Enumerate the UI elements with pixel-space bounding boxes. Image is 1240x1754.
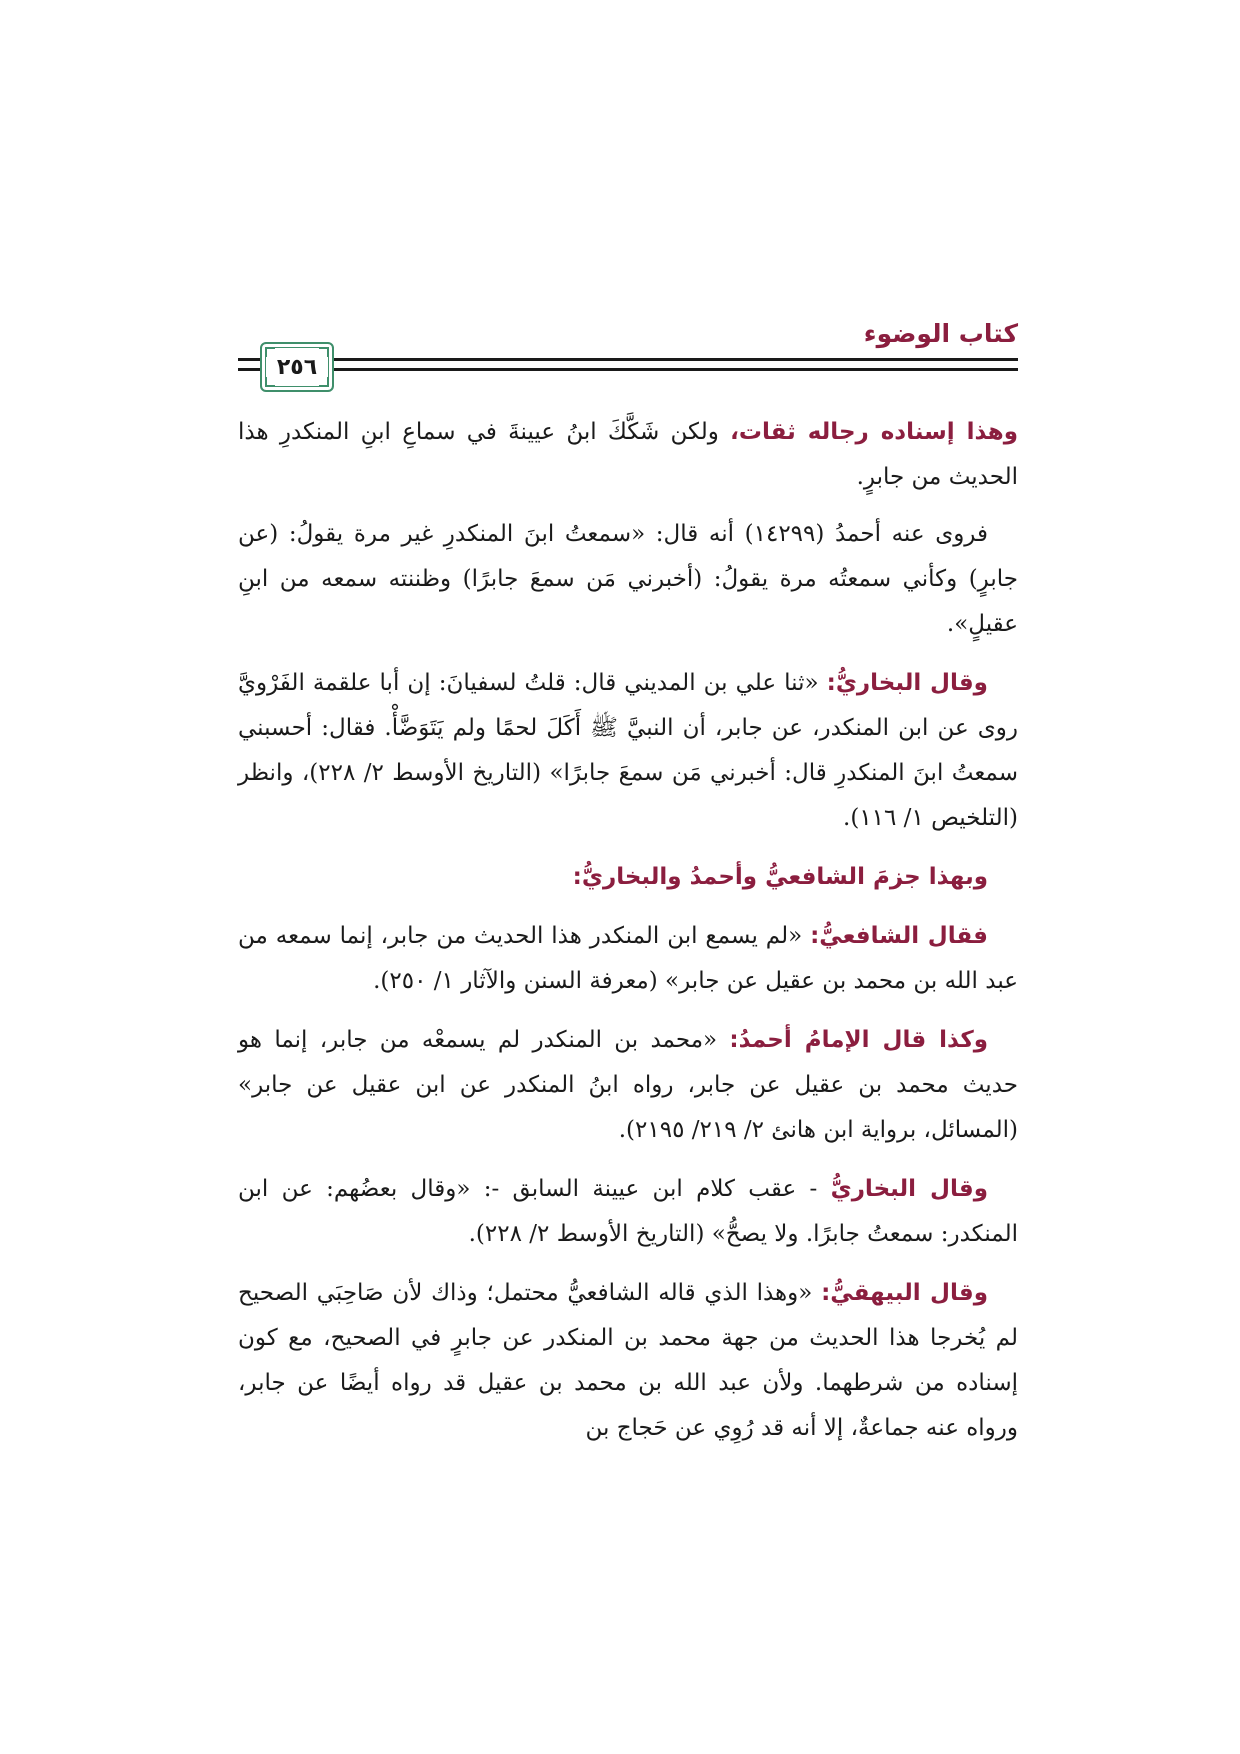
page-header [238, 316, 1018, 396]
paragraph-lead: فقال الشافعيُّ: [810, 923, 988, 949]
paragraph-text: «ثنا علي بن المديني قال: قلتُ لسفيانَ: إن أبا علقمة الفَرْويَّ روى عن ابن المنكدر، عن جابر، أن النبيَّ ﷺ أَكَلَ لحمًا ولم يَتَوَضَّأْ. فقال: أحسبني سمعتُ ابنَ المنكدرِ قال: أخبرني مَن سمعَ جابرًا» (التاريخ الأوسط ٢/ ٢٢٨)، وانظر (التلخيص ١/ ١١٦). [238, 670, 1018, 831]
paragraph [238, 1167, 1018, 1257]
paragraph-lead: وكذا قال الإمامُ أحمدُ: [729, 1027, 989, 1053]
header-rule-bottom [238, 368, 1018, 371]
page-body [238, 410, 1018, 1465]
paragraph-lead: وهذا إسناده رجاله ثقات، [730, 419, 1019, 445]
book-title: كتاب الوضوء [863, 319, 1018, 348]
paragraph-text: - عقب كلام ابن عيينة السابق -: «وقال بعضُهم: عن ابن المنكدر: سمعتُ جابرًا. ولا يصحُّ» (التاريخ الأوسط ٢/ ٢٢٨). [238, 1176, 1018, 1247]
paragraph [238, 410, 1018, 500]
header-rule-top [238, 358, 1018, 361]
ornament-corner [265, 347, 275, 357]
ornament-corner [319, 377, 329, 387]
page-number-badge [260, 342, 334, 392]
section-heading: وبهذا جزمَ الشافعيُّ وأحمدُ والبخاريُّ: [572, 864, 988, 890]
paragraph-text: «وهذا الذي قاله الشافعيُّ محتمل؛ وذاك لأن صَاحِبَي الصحيح لم يُخرجا هذا الحديث من جهة محمد بن المنكدر عن جابرٍ في الصحيح، مع كون إسناده من شرطهما. ولأن عبد الله بن محمد بن عقيل قد رواه أيضًا عن جابر، ورواه عنه جماعةٌ، إلا أنه قد رُوِي عن حَجاج بن [238, 1280, 1018, 1441]
page-number: ٢٥٦ [276, 354, 318, 380]
paragraph [238, 914, 1018, 1004]
paragraph-text: «لم يسمع ابن المنكدر هذا الحديث من جابر، إنما سمعه من عبد الله بن محمد بن عقيل عن جابر» (معرفة السنن والآثار ١/ ٢٥٠). [238, 923, 1018, 994]
paragraph-lead: وقال البخاريُّ [830, 1176, 988, 1202]
paragraph-lead: وقال البيهقيُّ: [821, 1280, 988, 1306]
paragraph [238, 855, 1018, 900]
ornament-corner [319, 347, 329, 357]
paragraph [238, 512, 1018, 647]
paragraph-text: «محمد بن المنكدر لم يسمعْه من جابر، إنما هو حديث محمد بن عقيل عن جابر، رواه ابنُ المنكدر عن ابن عقيل عن جابر» (المسائل، برواية ابن هانئ ٢/ ٢١٩/ ٢١٩٥). [238, 1027, 1018, 1143]
paragraph-text: ولكن شَكَّكَ ابنُ عيينةَ في سماعِ ابنِ المنكدرِ هذا الحديث من جابرٍ. [238, 419, 1018, 490]
paragraph-text: فروى عنه أحمدُ (١٤٢٩٩) أنه قال: «سمعتُ ابنَ المنكدرِ غير مرة يقولُ: (عن جابرٍ) وكأني سمعتُه مرة يقولُ: (أخبرني مَن سمعَ جابرًا) وظننته سمعه من ابنِ عقيلٍ». [238, 521, 1018, 637]
paragraph [238, 1018, 1018, 1153]
paragraph-lead: وقال البخاريُّ: [826, 670, 988, 696]
paragraph [238, 661, 1018, 841]
ornament-corner [265, 377, 275, 387]
paragraph [238, 1271, 1018, 1451]
